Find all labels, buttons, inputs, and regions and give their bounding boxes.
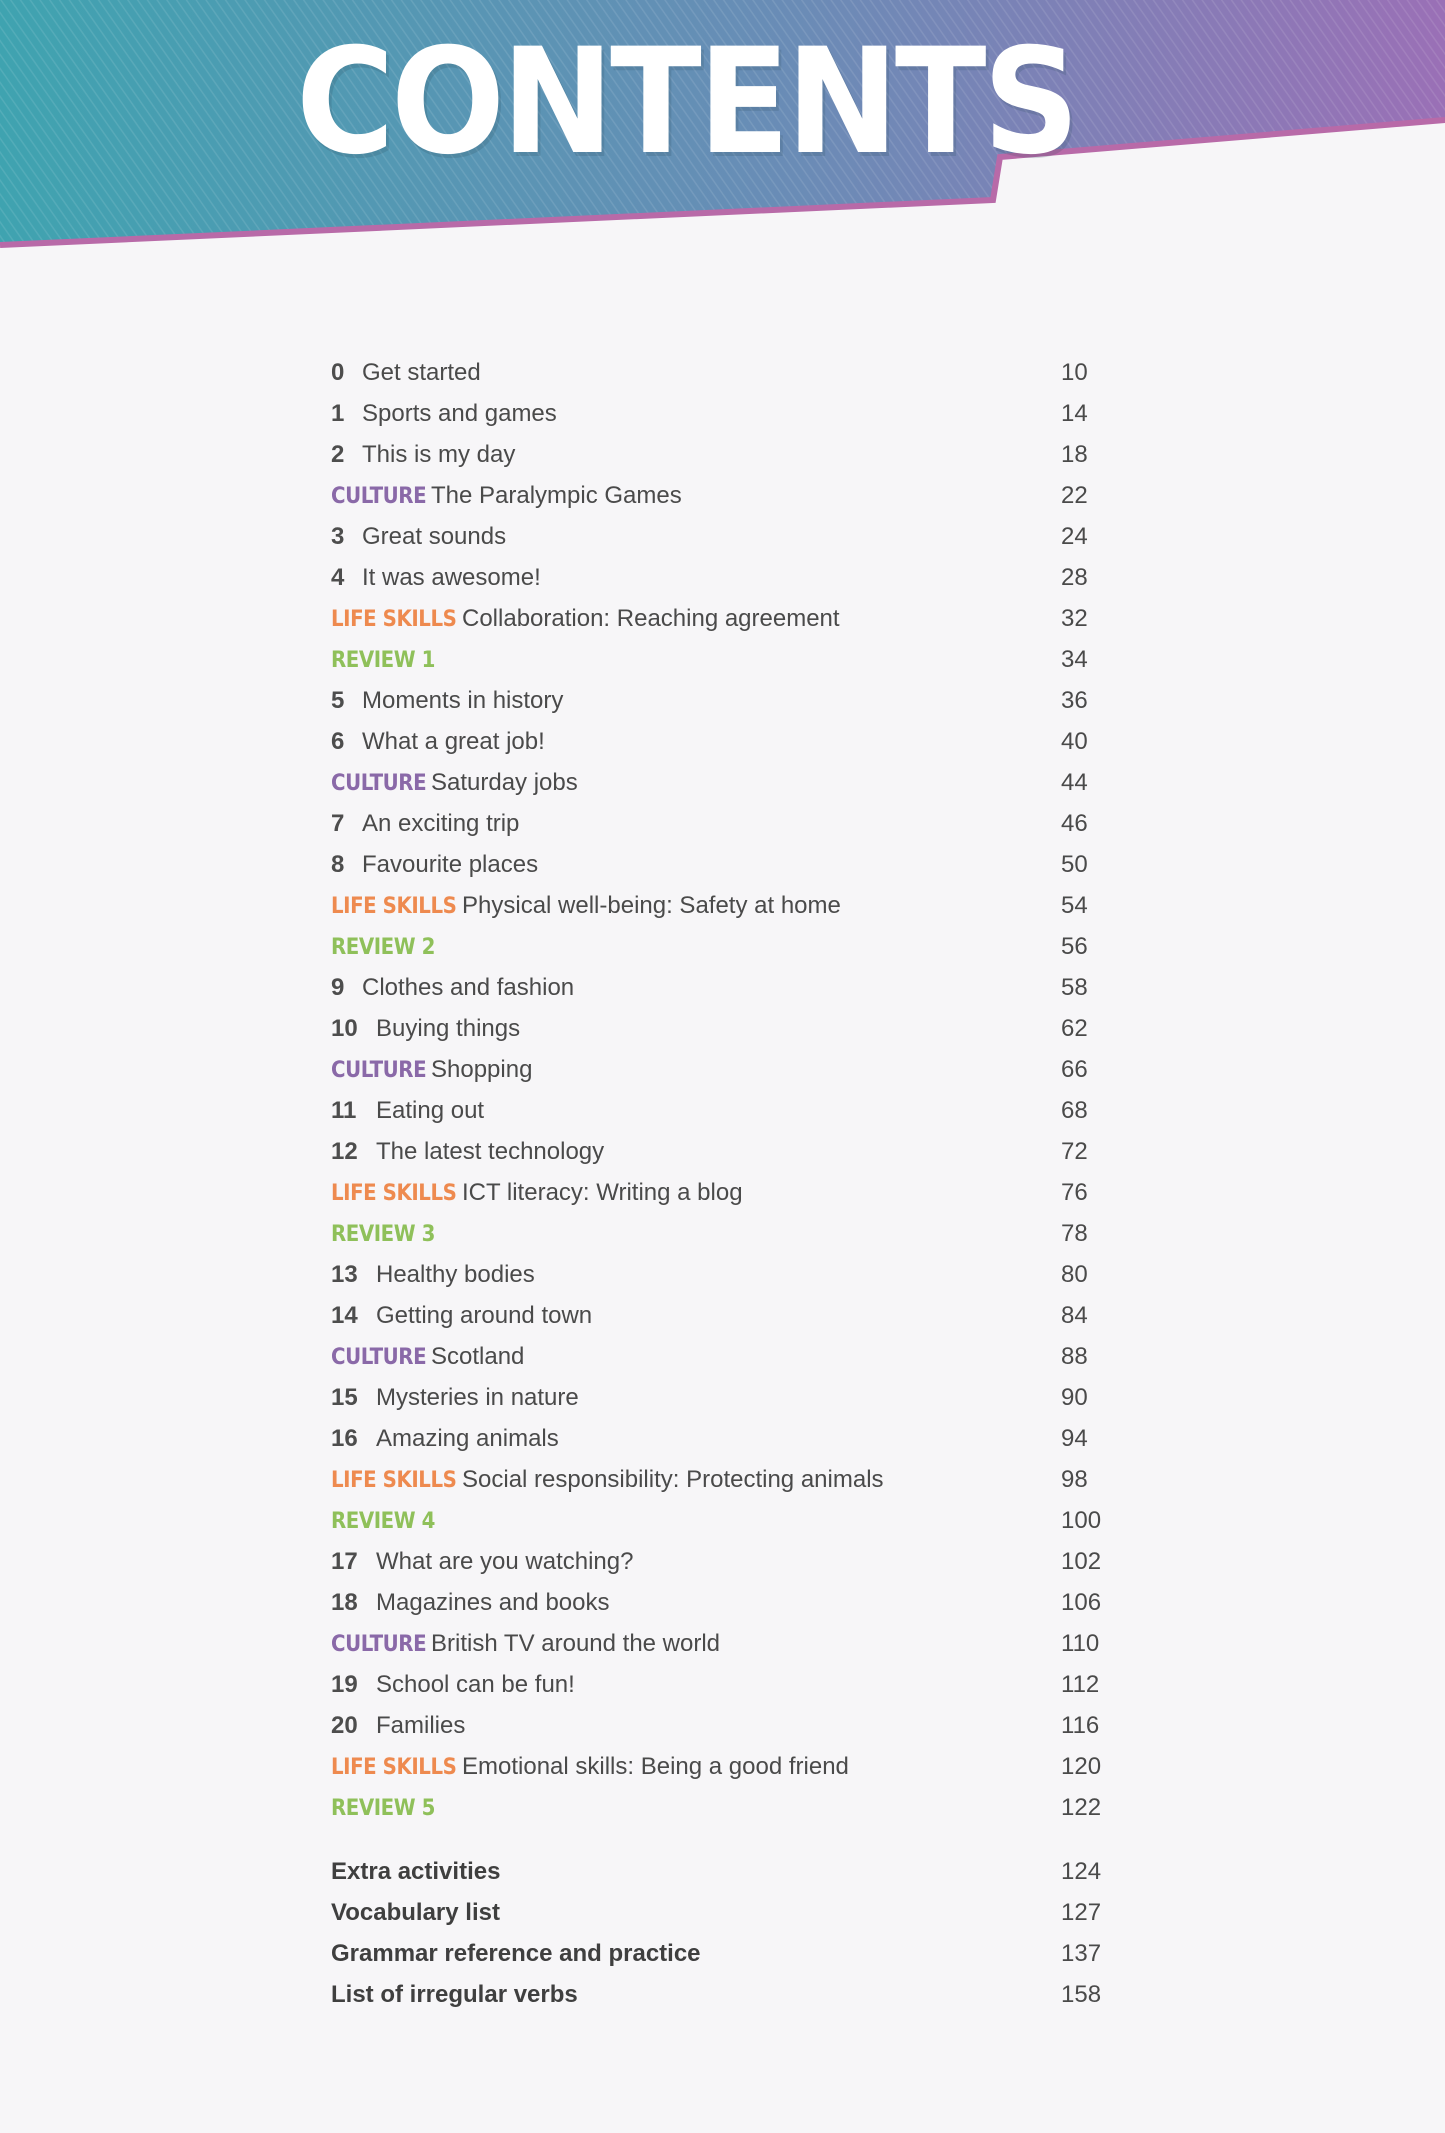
unit-title: An exciting trip [362,810,520,837]
toc-row-culture[interactable] [331,475,1121,516]
unit-number: 17 [331,1548,358,1575]
table-of-contents [331,352,1121,2015]
unit-title: Clothes and fashion [362,974,575,1001]
toc-row-unit[interactable] [331,1705,1121,1746]
toc-row-life[interactable] [331,598,1121,639]
page-number: 58 [1061,974,1088,1001]
life-skills-label: LIFE SKILLS [331,1181,457,1206]
page-number: 56 [1061,933,1088,960]
unit-number: 3 [331,523,345,550]
page-number: 28 [1061,564,1088,591]
section-title: ICT literacy: Writing a blog [462,1179,743,1206]
toc-row-review[interactable] [331,1500,1121,1541]
page-number: 40 [1061,728,1088,755]
toc-row-extra[interactable] [331,1851,1121,1892]
unit-number: 0 [331,359,345,386]
toc-row-unit[interactable] [331,967,1121,1008]
page-number: 36 [1061,687,1088,714]
page-number: 90 [1061,1384,1088,1411]
toc-row-unit[interactable] [331,393,1121,434]
unit-number: 20 [331,1712,358,1739]
unit-title: Get started [362,359,481,386]
toc-row-extra[interactable] [331,1933,1121,1974]
unit-number: 12 [331,1138,358,1165]
toc-row-unit[interactable] [331,1090,1121,1131]
toc-row-unit[interactable] [331,844,1121,885]
page-number: 50 [1061,851,1088,878]
toc-row-culture[interactable] [331,762,1121,803]
unit-number: 18 [331,1589,358,1616]
page-number: 102 [1061,1548,1102,1575]
toc-row-unit[interactable] [331,516,1121,557]
page-number: 100 [1061,1507,1102,1534]
toc-row-unit[interactable] [331,1377,1121,1418]
page-number: 32 [1061,605,1088,632]
toc-row-unit[interactable] [331,434,1121,475]
page-number: 94 [1061,1425,1088,1452]
toc-row-unit[interactable] [331,1254,1121,1295]
unit-title: Buying things [376,1015,521,1042]
extra-title: List of irregular verbs [331,1981,578,2008]
page-number: 46 [1061,810,1088,837]
page-number: 66 [1061,1056,1088,1083]
culture-label: CULTURE [331,1345,427,1370]
toc-row-unit[interactable] [331,1541,1121,1582]
toc-row-unit[interactable] [331,1295,1121,1336]
unit-title: Families [376,1712,466,1739]
page-number: 34 [1061,646,1088,673]
toc-row-unit[interactable] [331,1418,1121,1459]
toc-row-unit[interactable] [331,680,1121,721]
review-label: REVIEW 1 [331,648,435,673]
section-title: Collaboration: Reaching agreement [462,605,840,632]
page-number: 24 [1061,523,1088,550]
page-number: 127 [1061,1899,1102,1926]
extra-title: Extra activities [331,1858,501,1885]
toc-row-review[interactable] [331,1787,1121,1828]
unit-number: 5 [331,687,345,714]
page-number: 110 [1061,1630,1100,1657]
unit-number: 13 [331,1261,358,1288]
section-title: Saturday jobs [431,769,578,796]
unit-title: The latest technology [376,1138,605,1165]
unit-title: What a great job! [362,728,545,755]
toc-row-unit[interactable] [331,1664,1121,1705]
toc-row-unit[interactable] [331,803,1121,844]
unit-title: Eating out [376,1097,485,1124]
page-number: 137 [1061,1940,1102,1967]
culture-label: CULTURE [331,771,427,796]
page-number: 62 [1061,1015,1088,1042]
unit-number: 11 [331,1097,357,1124]
page-number: 54 [1061,892,1088,919]
culture-label: CULTURE [331,484,427,509]
unit-number: 9 [331,974,345,1001]
unit-number: 4 [331,564,345,591]
page-number: 122 [1061,1794,1102,1821]
unit-title: What are you watching? [376,1548,634,1575]
unit-number: 2 [331,441,345,468]
section-title: Social responsibility: Protecting animals [462,1466,884,1493]
unit-title: This is my day [362,441,516,468]
unit-number: 14 [331,1302,358,1329]
section-title: Scotland [431,1343,525,1370]
page-number: 76 [1061,1179,1088,1206]
life-skills-label: LIFE SKILLS [331,1468,457,1493]
review-label: REVIEW 3 [331,1222,435,1247]
life-skills-label: LIFE SKILLS [331,607,457,632]
toc-row-life[interactable] [331,1746,1121,1787]
page-number: 18 [1061,441,1088,468]
extra-title: Grammar reference and practice [331,1940,701,1967]
section-title: British TV around the world [431,1630,721,1657]
section-gap [331,1828,1121,1851]
toc-row-life[interactable] [331,1459,1121,1500]
toc-row-unit[interactable] [331,1582,1121,1623]
unit-title: It was awesome! [362,564,541,591]
page-title: CONTENTS [296,17,1076,187]
toc-row-life[interactable] [331,1172,1121,1213]
page-number: 124 [1061,1858,1102,1885]
page-number: 88 [1061,1343,1088,1370]
section-title: Physical well-being: Safety at home [462,892,841,919]
unit-number: 10 [331,1015,358,1042]
page-number: 78 [1061,1220,1088,1247]
section-title: Emotional skills: Being a good friend [462,1753,849,1780]
unit-title: Moments in history [362,687,564,714]
toc-row-unit[interactable] [331,1008,1121,1049]
page-number: 72 [1061,1138,1088,1165]
page-number: 98 [1061,1466,1088,1493]
toc-row-culture[interactable] [331,1049,1121,1090]
unit-title: Getting around town [376,1302,593,1329]
page-number: 22 [1061,482,1088,509]
culture-label: CULTURE [331,1632,427,1657]
page-number: 14 [1061,400,1088,427]
unit-number: 7 [331,810,345,837]
unit-title: Healthy bodies [376,1261,535,1288]
unit-title: Magazines and books [376,1589,610,1616]
toc-row-extra[interactable] [331,1892,1121,1933]
unit-title: School can be fun! [376,1671,575,1698]
unit-title: Amazing animals [376,1425,559,1452]
page-number: 84 [1061,1302,1088,1329]
unit-number: 8 [331,851,345,878]
review-label: REVIEW 2 [331,935,435,960]
page-number: 44 [1061,769,1088,796]
toc-row-culture[interactable] [331,1623,1121,1664]
section-title: The Paralympic Games [431,482,682,509]
page-number: 158 [1061,1981,1102,2008]
toc-row-unit[interactable] [331,1131,1121,1172]
section-title: Shopping [431,1056,533,1083]
page-number: 116 [1061,1712,1100,1739]
unit-number: 19 [331,1671,358,1698]
toc-row-unit[interactable] [331,557,1121,598]
page-number: 112 [1061,1671,1100,1698]
page-number: 68 [1061,1097,1088,1124]
toc-row-review[interactable] [331,926,1121,967]
review-label: REVIEW 5 [331,1796,435,1821]
toc-row-culture[interactable] [331,1336,1121,1377]
toc-row-review[interactable] [331,1213,1121,1254]
extra-title: Vocabulary list [331,1899,500,1926]
page-number: 120 [1061,1753,1102,1780]
life-skills-label: LIFE SKILLS [331,894,457,919]
life-skills-label: LIFE SKILLS [331,1755,457,1780]
page-number: 10 [1061,359,1088,386]
unit-title: Great sounds [362,523,507,550]
unit-title: Favourite places [362,851,539,878]
page-number: 106 [1061,1589,1102,1616]
culture-label: CULTURE [331,1058,427,1083]
toc-row-life[interactable] [331,885,1121,926]
unit-number: 16 [331,1425,358,1452]
review-label: REVIEW 4 [331,1509,435,1534]
toc-row-unit[interactable] [331,721,1121,762]
page-number: 80 [1061,1261,1088,1288]
toc-row-unit[interactable] [331,352,1121,393]
toc-row-review[interactable] [331,639,1121,680]
unit-number: 15 [331,1384,358,1411]
unit-number: 1 [331,400,345,427]
toc-row-extra[interactable] [331,1974,1121,2015]
unit-title: Mysteries in nature [376,1384,579,1411]
unit-title: Sports and games [362,400,557,427]
unit-number: 6 [331,728,345,755]
